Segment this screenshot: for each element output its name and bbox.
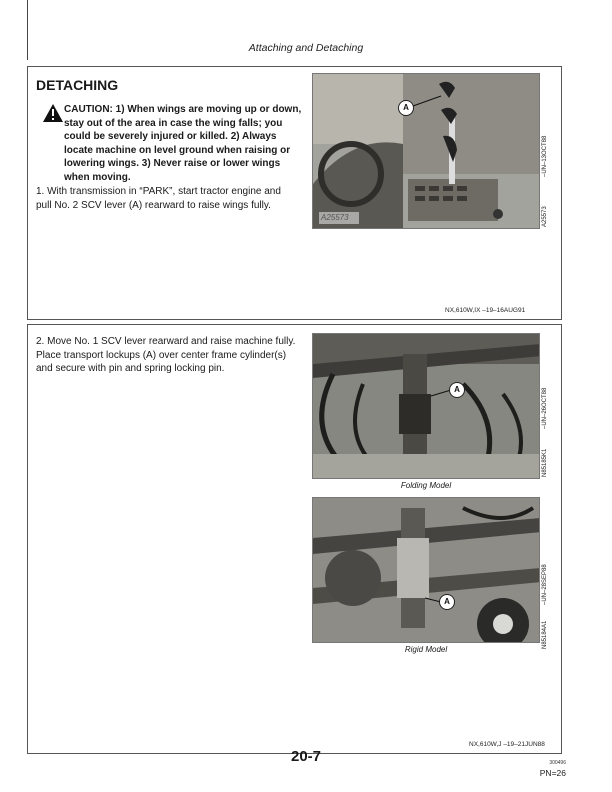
- transport-lockups-section: [27, 324, 562, 754]
- photo2-code-bottom: N85184A1: [542, 620, 548, 649]
- folding-model-illustration: [313, 334, 540, 479]
- side-code-bottom: A25573: [542, 206, 548, 227]
- callout-a: A: [398, 100, 414, 116]
- caution-block: [42, 103, 302, 184]
- document-code: 300496: [549, 760, 566, 766]
- caution-text: CAUTION: 1) When wings are moving up or down, stay out of the area in case the wing falls; you could be severely injured or killed. 2) Always locate machine on level ground when raising or lowering wings. 3) Never raise or lower wings when moving.: [64, 104, 302, 183]
- detaching-section: [27, 66, 562, 320]
- section2-footer-code: NX,610W,J –19–21JUN88: [469, 741, 545, 748]
- photo2-code-top: –UN–28SEP88: [542, 564, 548, 605]
- folding-model-photo: [312, 333, 540, 479]
- folding-model-caption: Folding Model: [400, 481, 452, 490]
- page-number: 20-7: [290, 748, 322, 765]
- rigid-model-caption: Rigid Model: [404, 645, 448, 654]
- side-code-top: –UN–13OCT88: [542, 135, 548, 177]
- section-heading: DETACHING: [36, 77, 119, 93]
- scv-lever-photo: [312, 73, 540, 229]
- warning-triangle-icon: [42, 103, 64, 123]
- photo1-code-top: –UN–26OCT88: [542, 387, 548, 429]
- callout-a: A: [449, 382, 465, 398]
- rigid-model-illustration: [313, 498, 540, 643]
- scv-lever-illustration: [313, 74, 540, 229]
- photo-label: A25573: [321, 213, 349, 222]
- section1-footer-code: NX,610W,IX –19–16AUG91: [445, 307, 526, 314]
- step-1-text: 1. With transmission in “PARK”, start tractor engine and pull No. 2 SCV lever (A) rearward to raise wings fully.: [36, 186, 281, 211]
- callout-a: A: [439, 594, 455, 610]
- photo1-code-bottom: N85185K1: [542, 448, 548, 477]
- step-2-text: 2. Move No. 1 SCV lever rearward and raise machine fully. Place transport lockups (A) over center frame cylinder(s) and secure with pin and spring locking pin.: [36, 336, 296, 374]
- page-header-title: Attaching and Detaching: [248, 42, 364, 54]
- pn-number: PN=26: [539, 768, 566, 778]
- rigid-model-photo: [312, 497, 540, 643]
